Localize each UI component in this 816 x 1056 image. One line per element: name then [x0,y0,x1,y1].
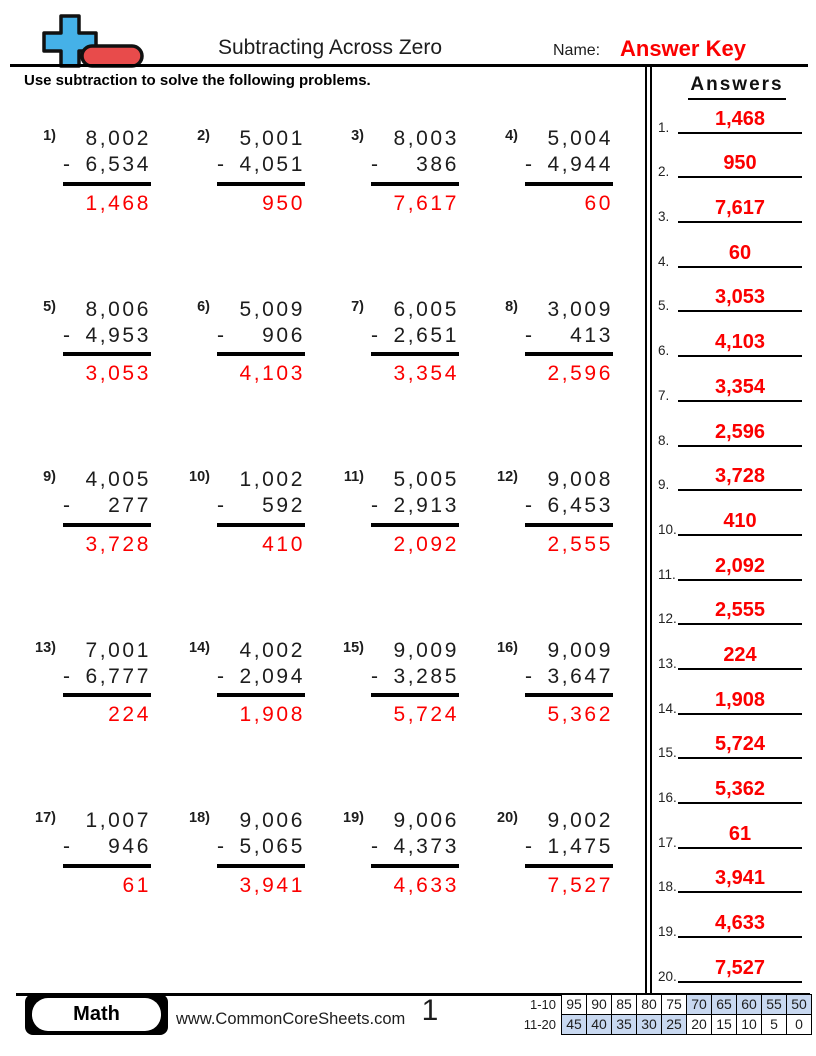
problem-answer: 4,633 [393,873,459,897]
subtrahend-row [371,493,459,526]
minus-sign: - [217,323,227,347]
problem [178,467,332,638]
subtrahend-row [371,664,459,697]
problem-number: 17) [35,810,56,826]
problem-number: 10) [189,469,210,485]
subtrahend: 4,373 [393,835,459,859]
subtrahend-row [63,664,151,697]
answer-item-number: 11. [658,566,676,582]
subtrahend: 906 [262,323,305,347]
score-cell: 60 [736,994,762,1015]
problem-number: 2) [197,128,210,144]
problem-answer: 5,724 [393,703,459,726]
answer-item [656,942,810,987]
problem-body [525,808,613,898]
problem-body [371,808,459,898]
score-row-1-label: 1-10 [529,997,556,1012]
subtrahend: 4,051 [239,153,305,177]
minuend: 5,004 [547,127,613,150]
problem-answer: 950 [262,191,305,215]
minuend: 9,002 [547,809,613,832]
answer-item-number: 14. [658,700,677,716]
answer-item-number: 6. [658,343,670,359]
problem-answer: 2,555 [547,532,613,556]
name-label: Name: [553,42,601,59]
problem-number: 3) [351,128,364,144]
problem [332,808,486,979]
answer-item-value: 7,617 [678,198,802,223]
problem-answer: 1,908 [239,703,305,726]
instruction-text: Use subtraction to solve the following problems. [24,72,371,89]
answer-item [656,808,810,853]
subtrahend: 4,944 [547,153,613,177]
score-cell: 10 [736,1014,762,1035]
answer-item [656,674,810,719]
score-row-2 [513,1014,812,1035]
problem [486,638,640,809]
subtrahend: 277 [108,494,151,518]
answer-item-value: 5,362 [678,779,802,804]
minus-sign: - [217,153,227,177]
problem [332,126,486,297]
subtrahend: 6,777 [85,664,151,688]
problem-body [63,297,151,387]
subtrahend-row [371,834,459,867]
answer-item-number: 9. [658,477,670,493]
minus-sign: - [525,323,535,347]
problem [24,467,178,638]
minus-sign: - [371,664,381,688]
score-cell: 0 [786,1014,812,1035]
answer-item-value: 1,468 [678,109,802,134]
problem-body [217,126,305,216]
answer-item-number: 3. [658,209,670,225]
subtrahend: 3,647 [547,664,613,688]
subtrahend-row [525,493,613,526]
problem-number: 1) [43,128,56,144]
minus-sign: - [525,494,535,518]
problem-number: 7) [351,298,364,315]
answer-item-value: 2,092 [678,556,802,581]
problem-answer: 3,728 [85,532,151,556]
answer-key-value: Answer Key [620,36,746,61]
subtrahend: 946 [108,835,151,859]
score-row-1 [513,994,812,1015]
problem [178,638,332,809]
answer-item [656,272,810,317]
problem-body [371,638,459,728]
score-cell: 75 [661,994,687,1015]
answer-item-value: 3,053 [678,287,802,312]
problem-number: 9) [43,469,56,485]
minus-sign: - [371,153,381,177]
problem-answer: 3,354 [393,362,459,385]
subtrahend: 2,913 [393,494,459,518]
answer-item [656,540,810,585]
answer-item-number: 20. [658,968,677,984]
problem-body [63,638,151,728]
subtrahend-row [217,152,305,185]
subtrahend-row [63,152,151,185]
answer-item-value: 410 [678,511,802,536]
score-cell: 15 [711,1014,737,1035]
subtrahend-row [371,323,459,356]
answer-item-number: 13. [658,655,677,671]
minus-sign: - [217,494,227,518]
problem-answer: 2,092 [393,532,459,556]
minuend: 8,006 [85,297,151,321]
problem-answer: 3,941 [239,873,305,897]
problem [178,126,332,297]
page-number: 1 [421,994,439,1027]
problem [486,126,640,297]
problem-number: 8) [505,298,518,315]
answer-item [656,897,810,942]
minuend: 9,009 [547,638,613,662]
minuend: 9,006 [239,809,305,832]
minus-sign: - [525,153,535,177]
answer-item [656,182,810,227]
score-cell: 90 [586,994,612,1015]
problem-body [525,467,613,557]
answer-item [656,495,810,540]
score-cell: 40 [586,1014,612,1035]
answer-item-value: 4,103 [678,332,802,357]
minus-sign: - [63,323,73,347]
problem-number: 11) [343,469,364,485]
score-cell: 85 [611,994,637,1015]
problem [486,297,640,468]
answer-item-number: 4. [658,253,670,269]
minus-sign: - [525,664,535,688]
problem-answer: 2,596 [547,362,613,385]
answer-item [656,227,810,272]
answer-item-number: 17. [658,834,677,850]
minuend: 5,001 [239,127,305,150]
score-cell: 30 [636,1014,662,1035]
subtrahend: 6,453 [547,494,613,518]
minus-sign: - [371,835,381,859]
problem-number: 6) [197,298,210,315]
answer-item-number: 5. [658,298,670,314]
answers-divider-double-line [645,67,652,993]
answer-item-value: 61 [678,824,802,849]
answer-item-number: 7. [658,387,670,403]
problem-body [217,467,305,557]
score-table [513,994,812,1035]
subtrahend-row [63,834,151,867]
minuend: 8,003 [393,127,459,150]
problem [332,467,486,638]
answer-item-value: 3,941 [678,868,802,893]
problem-body [63,808,151,898]
answer-item [656,406,810,451]
problem [24,638,178,809]
answer-item-number: 1. [658,119,670,135]
problem-body [217,808,305,898]
problem-number: 19) [343,810,364,826]
answer-item-value: 3,354 [678,377,802,402]
problem-number: 5) [43,298,56,315]
problems-grid [24,126,640,979]
minuend: 9,009 [393,638,459,662]
problem-body [525,638,613,728]
subject-label: Math [32,998,161,1031]
minuend: 5,009 [239,297,305,321]
subtrahend: 413 [570,323,613,347]
minus-sign: - [63,153,73,177]
problem-answer: 60 [584,191,613,215]
problem-number: 15) [343,639,364,656]
problem [486,808,640,979]
subject-badge [25,994,168,1035]
problem [332,297,486,468]
minus-sign: - [63,494,73,518]
minuend: 7,001 [85,638,151,662]
subtrahend-row [371,152,459,185]
problem [24,126,178,297]
answer-item-number: 19. [658,924,677,940]
minus-sign: - [63,664,73,688]
score-cell: 70 [686,994,712,1015]
problem [178,808,332,979]
answer-item [656,361,810,406]
problem-body [371,297,459,387]
minuend: 6,005 [393,297,459,321]
answer-item [656,719,810,764]
minus-sign: - [217,664,227,688]
minuend: 1,007 [85,809,151,832]
header-divider-line [10,64,808,67]
problem-body [217,638,305,728]
answer-item [656,629,810,674]
problem-answer: 7,527 [547,873,613,897]
answer-item-number: 18. [658,879,677,895]
subtrahend: 592 [262,494,305,518]
problem-body [525,126,613,216]
answer-item-value: 950 [678,153,802,178]
answer-item-value: 1,908 [678,690,802,715]
subtrahend-row [217,323,305,356]
problem-number: 18) [189,810,210,826]
problem-answer: 61 [122,873,151,897]
score-cell: 45 [561,1014,587,1035]
subtrahend-row [63,323,151,356]
minuend: 1,002 [239,468,305,491]
score-row-2-label: 11-20 [523,1017,556,1032]
answer-item [656,138,810,183]
problem-body [63,126,151,216]
subtrahend-row [525,834,613,867]
subtrahend-row [525,664,613,697]
minuend: 3,009 [547,297,613,321]
minuend: 4,002 [239,638,305,662]
subtrahend-row [217,664,305,697]
answer-item-number: 16. [658,790,677,805]
score-cell: 65 [711,994,737,1015]
answer-item-number: 2. [658,164,670,180]
score-cell: 95 [561,994,587,1015]
subtrahend: 386 [416,153,459,177]
minus-sign: - [525,835,535,859]
subtrahend: 5,065 [239,835,305,859]
score-cell: 25 [661,1014,687,1035]
answer-item-number: 15. [658,745,677,761]
answers-title: Answers [672,74,802,100]
minuend: 8,002 [85,127,151,150]
minuend: 9,008 [547,468,613,491]
answer-item [656,316,810,361]
answer-item-value: 2,596 [678,422,802,447]
answer-item [656,93,810,138]
subtrahend-row [217,834,305,867]
answer-item-value: 7,527 [678,958,802,983]
score-cell: 20 [686,1014,712,1035]
answer-item-number: 10. [658,521,677,537]
minus-sign: - [217,835,227,859]
problem-answer: 1,468 [85,191,151,215]
minuend: 5,005 [393,468,459,491]
problem [486,467,640,638]
problem [178,297,332,468]
score-row-1-cells [561,994,812,1015]
answer-item-value: 3,728 [678,466,802,491]
minuend: 4,005 [85,468,151,491]
answer-item-value: 5,724 [678,734,802,759]
problem-answer: 4,103 [239,362,305,385]
subtrahend: 4,953 [85,323,151,347]
subtrahend-row [217,493,305,526]
problem [332,638,486,809]
problem-answer: 5,362 [547,703,613,726]
subtrahend-row [525,323,613,356]
score-row-2-cells [561,1014,812,1035]
problem-number: 14) [189,639,210,656]
score-cell: 80 [636,994,662,1015]
problem-number: 13) [35,639,56,656]
answer-item-value: 60 [678,243,802,268]
subtrahend: 3,285 [393,664,459,688]
problem-body [371,126,459,216]
problem-answer: 7,617 [393,191,459,215]
problem-number: 20) [497,810,518,826]
problem [24,297,178,468]
answer-item [656,763,810,808]
answer-item-value: 224 [678,645,802,670]
answers-list [656,93,810,987]
minus-sign: - [371,323,381,347]
answer-item [656,585,810,630]
answer-item-number: 12. [658,611,677,627]
answer-item-value: 4,633 [678,913,802,938]
problem-body [63,467,151,557]
subtrahend: 6,534 [85,153,151,177]
answer-item [656,853,810,898]
answer-item-value: 2,555 [678,600,802,625]
subtrahend: 2,094 [239,664,305,688]
problem-answer: 410 [262,532,305,556]
problem-body [217,297,305,387]
subtrahend-row [525,152,613,185]
answer-item [656,451,810,496]
score-cell: 50 [786,994,812,1015]
minus-sign: - [63,835,73,859]
problem-body [525,297,613,387]
minus-sign: - [371,494,381,518]
problem-body [371,467,459,557]
problem-number: 12) [497,469,518,485]
problem-number: 4) [505,128,518,144]
subtrahend: 2,651 [393,323,459,347]
score-cell: 35 [611,1014,637,1035]
minuend: 9,006 [393,809,459,832]
answer-item-number: 8. [658,432,670,448]
problem-answer: 224 [108,703,151,726]
score-cell: 5 [761,1014,787,1035]
website-text: www.CommonCoreSheets.com [176,1010,406,1028]
problem [24,808,178,979]
problem-answer: 3,053 [85,362,151,385]
subtrahend-row [63,493,151,526]
problem-number: 16) [497,639,518,656]
score-cell: 55 [761,994,787,1015]
subtrahend: 1,475 [547,835,613,859]
page-title: Subtracting Across Zero [217,36,443,59]
